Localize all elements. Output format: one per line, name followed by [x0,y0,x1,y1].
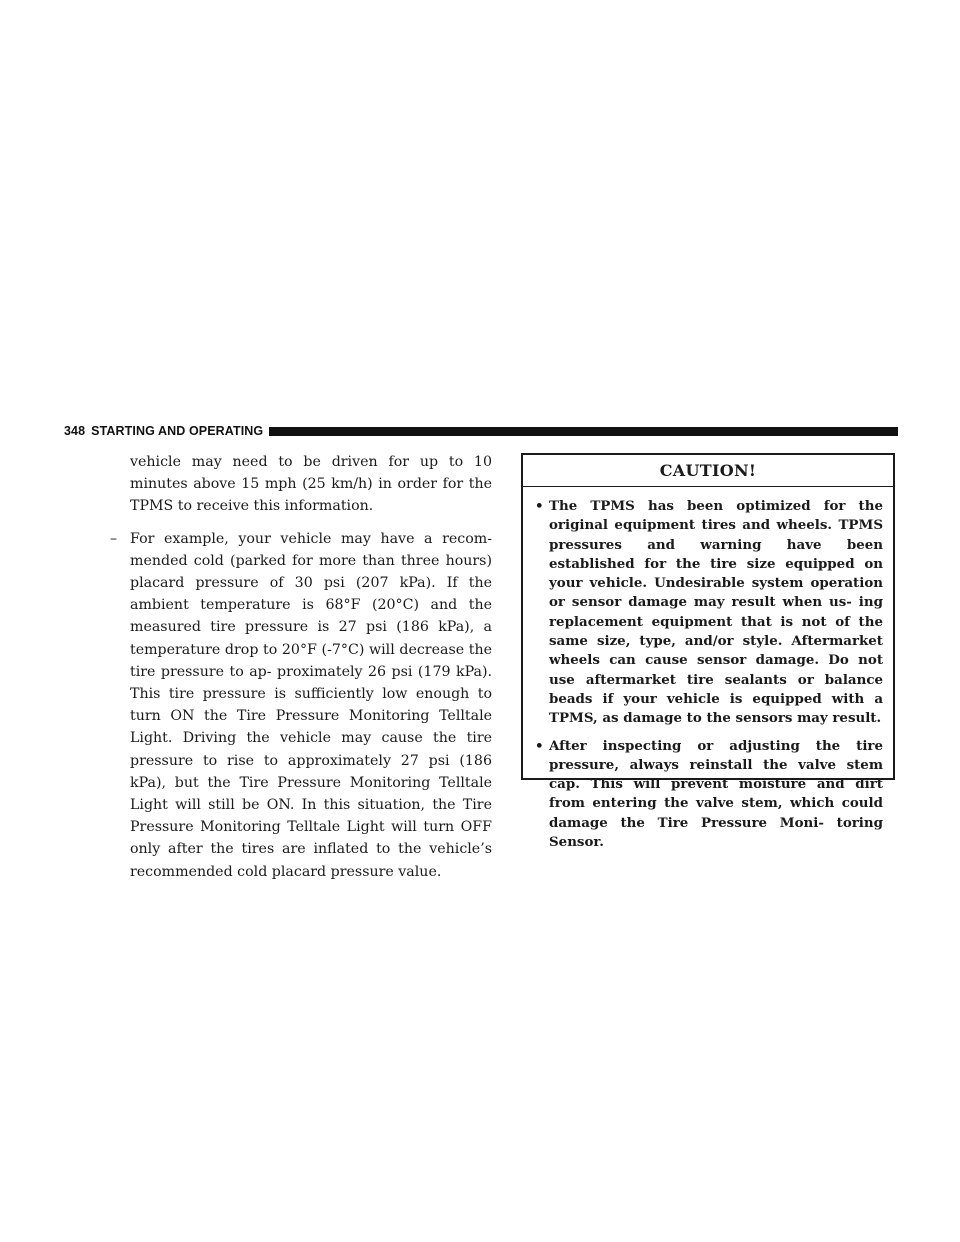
caution-item-text: After inspecting or adjusting the tire pressure, always reinstall the valve stem cap. This will prevent moisture and dirt from entering the valve stem, which could damage the Tire Pressure Moni- toring Sensor. [549,737,883,851]
bullet-icon: • [535,737,544,754]
bullet-icon: • [535,498,544,514]
body-text-column [110,451,492,883]
caution-item [537,737,883,853]
caution-item-text: The TPMS has been optimized for the original equipment tires and wheels. TPMS pressures and warning have been established for the tire size equipped on your vehicle. Undesirable system operation or sensor damage may result when us- ing replacement equipment that is not of the same size, type, and/or style. Aftermarket wheels can cause sensor damage. Do not use aftermarket tire sealants or balance beads if your vehicle is equipped with a TPMS, as damage to the sensors may result. [549,498,883,727]
page-header [64,420,898,442]
example-paragraph [110,528,492,883]
caution-list [523,487,893,852]
caution-title: CAUTION! [523,455,893,487]
dash-marker: – [110,530,118,547]
intro-paragraph: vehicle may need to be driven for up to 10 minutes above 15 mph (25 km/h) in order for the TPMS to receive this information. [130,454,492,515]
example-text: For example, your vehicle may have a recom- mended cold (parked for more than three hours) placard pressure of 30 psi (207 kPa). If the ambient temperature is 68°F (20°C) and the measured tire pressure is 27 psi (186 kPa), a temperature drop to 20°F (-7°C) will decrease the tire pressure to ap- proximately 26 psi (179 kPa). This tire pressure is sufficiently low enough to turn ON the Tire Pressure Monitoring Telltale Light. Driving the vehicle may cause the tire pressure to rise to approximately 27 psi (186 kPa), but the Tire Pressure Monitoring Telltale Light will still be ON. In this situation, the Tire Pressure Monitoring Telltale Light will turn OFF only after the tires are inflated to the vehicle’s recommended cold placard pressure value. [130,530,492,880]
section-title: STARTING AND OPERATING [91,424,264,438]
caution-box [521,453,895,851]
caution-item [537,497,883,729]
header-rule [269,427,898,436]
page-number: 348 [64,424,86,438]
